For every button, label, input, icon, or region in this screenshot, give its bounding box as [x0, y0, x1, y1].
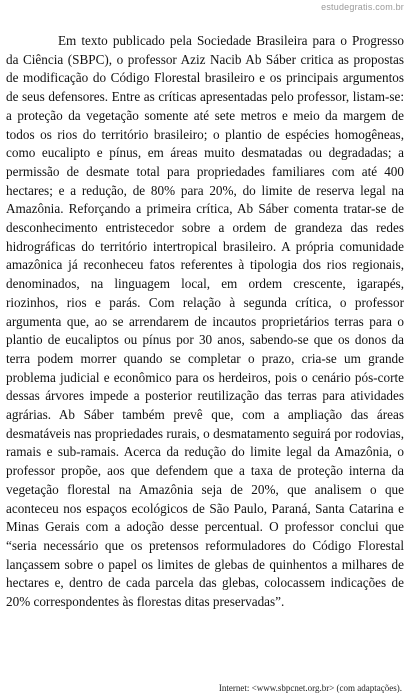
watermark: estudegratis.com.br	[321, 2, 404, 12]
article-paragraph: Em texto publicado pela Sociedade Brasileira para o Progresso da Ciência (SBPC), o professor Aziz Nacib Ab Sáber critica as propostas de modificação do Código Florestal brasileiro e os principais argumentos de seus defensores. Entre as críticas apresentadas pelo professor, listam-se: a proteção da vegetação somente até sete metros e meio da margem de todos os rios do território brasileiro; o plantio de espécies homogêneas, como eucalipto e pínus, em áreas muito desmatadas ou degradadas; a permissão de desmate total para propriedades familiares com até 400 hectares; e a redução, de 80% para 20%, do limite de reserva legal na Amazônia. Reforçando a primeira crítica, Ab Sáber comenta tratar-se de desconhecimento entristecedor sobre a ordem de grandeza das redes hidrográficas do território intertropical brasileiro. A própria comunidade amazônica já reconheceu fatos referentes à tipologia dos rios regionais, denominados, na linguagem local, em ordem crescente, igarapés, riozinhos, rios e parás. Com relação à segunda crítica, o professor argumenta que, ao se arrendarem de incautos proprietários terras para o plantio de eucaliptos ou pínus por 30 anos, sabendo-se que os donos da terra podem morrer quando se completar o prazo, cria-se um grande problema judicial e econômico para os herdeiros, pois o cenário pós-corte dessas árvores impede a posterior reutilização das terras para atividades agrárias. Ab Sáber também prevê que, com a ampliação das áreas desmatáveis nas propriedades rurais, o desmatamento seguirá por rodovias, ramais e sub-ramais. Acerca da redução do limite legal da Amazônia, o professor propõe, aos que defendem que a taxa de proteção interna da vegetação florestal na Amazônia seja de 20%, que analisem o que aconteceu nos espaços ecológicos de São Paulo, Paraná, Santa Catarina e Minas Gerais com a adoção desse percentual. O professor conclui que “seria necessário que os pretensos reformuladores do Código Florestal lançassem sobre o papel os limites de glebas de quinhentos a milhares de hectares e, dentro de cada parcela das glebas, colocassem indicações de 20% correspondentes às florestas ditas preservadas”.	[6, 33, 404, 610]
source-citation: Internet: <www.sbpcnet.org.br> (com adaptações).	[218, 683, 402, 693]
